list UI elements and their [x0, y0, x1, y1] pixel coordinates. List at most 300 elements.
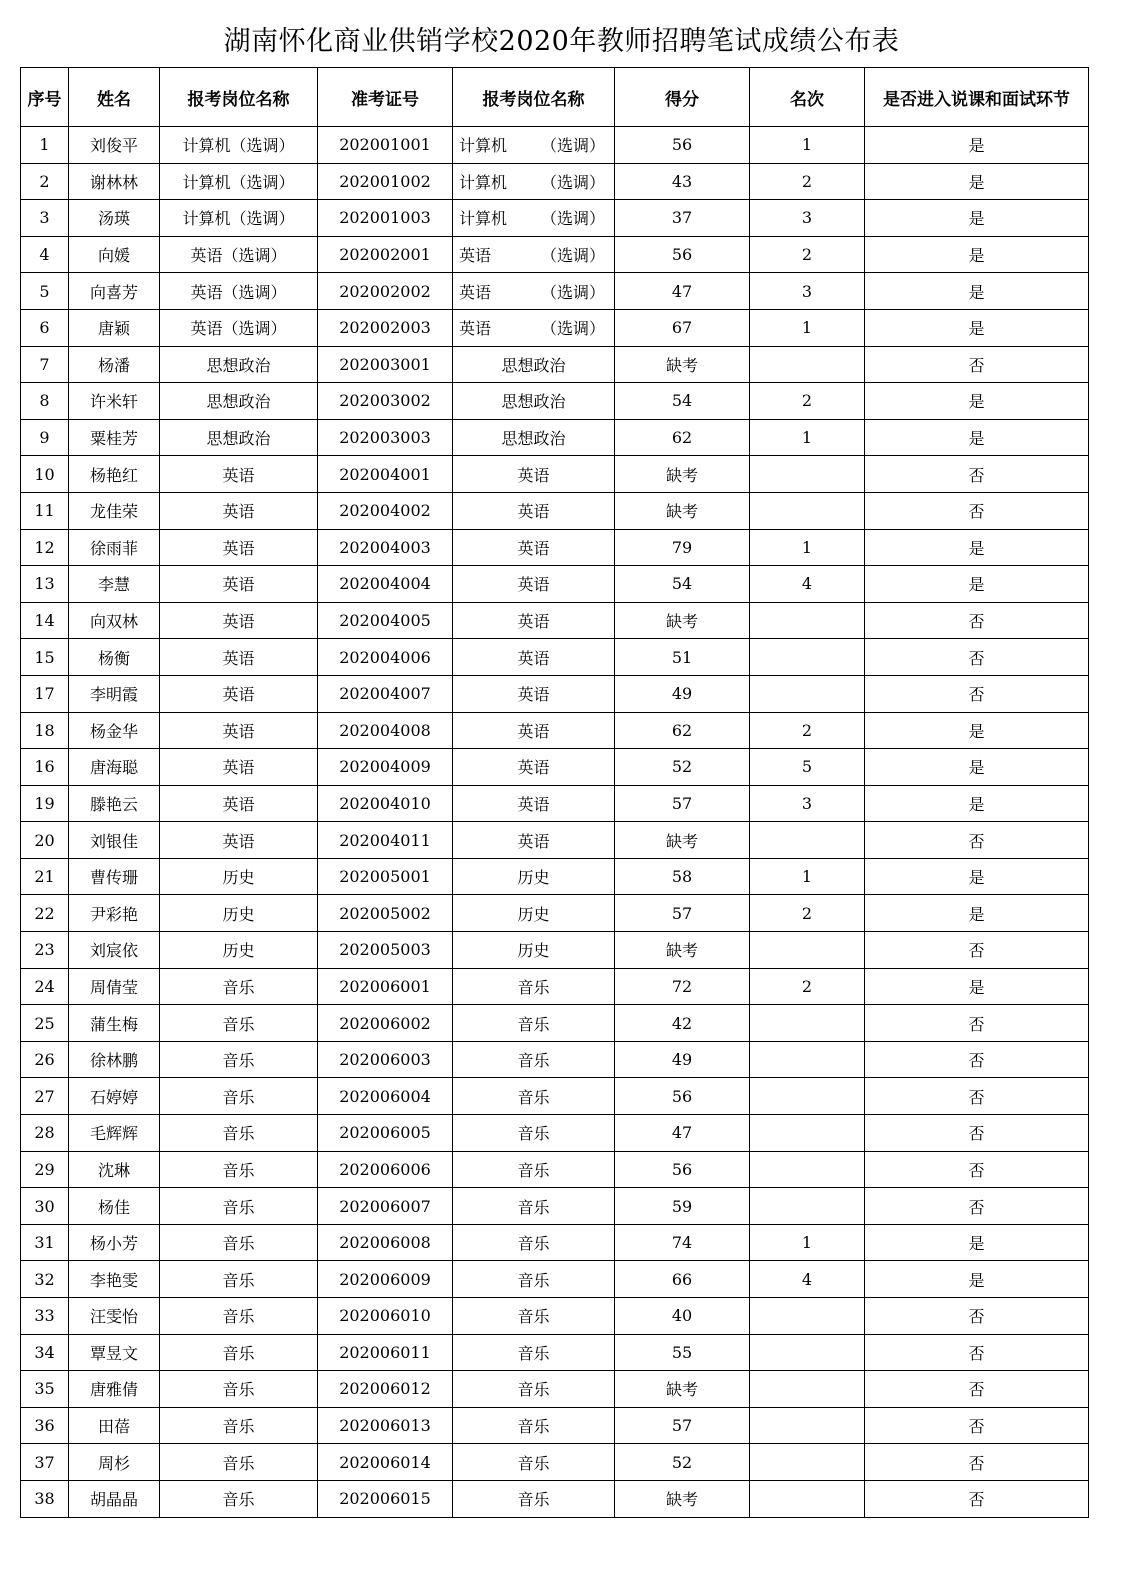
cell-post-2: [453, 1005, 615, 1042]
table-row: [21, 529, 1089, 566]
cell-score: 缺考: [615, 1371, 750, 1408]
table-row: [21, 932, 1089, 969]
cell-rank: [750, 1371, 865, 1408]
cell-post: 计算机（选调）: [160, 200, 318, 237]
cell-no: 13: [21, 566, 69, 603]
cell-post-2-note: （选调）: [541, 172, 606, 192]
cell-post: 英语: [160, 822, 318, 859]
cell-rank: [750, 1334, 865, 1371]
cell-post-2-note: （选调）: [541, 246, 606, 266]
cell-pass: 否: [865, 822, 1089, 859]
cell-post: 音乐: [160, 1407, 318, 1444]
cell-post-2-name: 音乐: [517, 1453, 550, 1473]
cell-post-2-name: 历史: [517, 868, 550, 888]
cell-post-2: [453, 492, 615, 529]
cell-name: 杨金华: [69, 712, 160, 749]
cell-no: 18: [21, 712, 69, 749]
cell-post-2: [453, 1151, 615, 1188]
cell-post-2-note: （选调）: [541, 319, 606, 339]
cell-ticket: 202006012: [318, 1371, 453, 1408]
cell-pass: 是: [865, 858, 1089, 895]
cell-post: 音乐: [160, 1188, 318, 1225]
cell-post: 音乐: [160, 1480, 318, 1517]
cell-post-2: [453, 1188, 615, 1225]
cell-post-2-name: 音乐: [517, 1490, 550, 1510]
cell-post: 音乐: [160, 1224, 318, 1261]
table-row: [21, 419, 1089, 456]
cell-no: 31: [21, 1224, 69, 1261]
cell-score: 缺考: [615, 602, 750, 639]
cell-post-2: [453, 968, 615, 1005]
cell-score: 37: [615, 200, 750, 237]
cell-rank: 1: [750, 858, 865, 895]
cell-post: 音乐: [160, 1261, 318, 1298]
cell-post-2-name: 音乐: [517, 1014, 550, 1034]
cell-ticket: 202005003: [318, 932, 453, 969]
cell-name: 向媛: [69, 236, 160, 273]
cell-ticket: 202006002: [318, 1005, 453, 1042]
cell-name: 李艳雯: [69, 1261, 160, 1298]
cell-rank: 2: [750, 236, 865, 273]
cell-ticket: 202003003: [318, 419, 453, 456]
table-row: [21, 895, 1089, 932]
cell-post-2-name: 英语: [459, 282, 492, 302]
cell-post-2: [453, 675, 615, 712]
cell-ticket: 202003002: [318, 383, 453, 420]
cell-rank: [750, 1005, 865, 1042]
cell-score: 52: [615, 1444, 750, 1481]
table-row: [21, 383, 1089, 420]
cell-post-2-name: 音乐: [517, 1234, 550, 1254]
cell-pass: 是: [865, 1224, 1089, 1261]
cell-post-2: [453, 1407, 615, 1444]
cell-post-2: [453, 236, 615, 273]
cell-ticket: 202004004: [318, 566, 453, 603]
cell-score: 缺考: [615, 456, 750, 493]
cell-post-2-name: 英语: [459, 319, 492, 339]
header-ticket: 准考证号: [318, 68, 453, 127]
cell-post-2: [453, 1078, 615, 1115]
cell-post-2: [453, 309, 615, 346]
cell-pass: 否: [865, 1115, 1089, 1152]
cell-post-2: [453, 566, 615, 603]
cell-no: 36: [21, 1407, 69, 1444]
cell-rank: [750, 675, 865, 712]
cell-post-2-name: 英语: [517, 575, 550, 595]
table-row: [21, 1444, 1089, 1481]
cell-score: 79: [615, 529, 750, 566]
cell-pass: 是: [865, 200, 1089, 237]
cell-post-2-name: 英语: [517, 758, 550, 778]
cell-pass: 是: [865, 419, 1089, 456]
cell-ticket: 202004011: [318, 822, 453, 859]
table-row: [21, 492, 1089, 529]
cell-ticket: 202006001: [318, 968, 453, 1005]
cell-name: 沈琳: [69, 1151, 160, 1188]
cell-post-2: [453, 858, 615, 895]
table-row: [21, 1261, 1089, 1298]
cell-name: 胡晶晶: [69, 1480, 160, 1517]
cell-no: 8: [21, 383, 69, 420]
cell-post-2-name: 音乐: [517, 1307, 550, 1327]
cell-post-2: [453, 602, 615, 639]
cell-no: 4: [21, 236, 69, 273]
cell-name: 滕艳云: [69, 785, 160, 822]
table-row: [21, 346, 1089, 383]
cell-pass: 否: [865, 1188, 1089, 1225]
cell-name: 李慧: [69, 566, 160, 603]
cell-post-2-note: （选调）: [541, 136, 606, 156]
cell-pass: 是: [865, 529, 1089, 566]
table-row: [21, 1151, 1089, 1188]
table-row: [21, 1188, 1089, 1225]
cell-name: 石婷婷: [69, 1078, 160, 1115]
header-post-2: 报考岗位名称: [453, 68, 615, 127]
cell-post: 英语: [160, 602, 318, 639]
cell-post: 英语: [160, 456, 318, 493]
cell-post-2: [453, 639, 615, 676]
cell-rank: [750, 1115, 865, 1152]
cell-post-2: [453, 273, 615, 310]
cell-no: 34: [21, 1334, 69, 1371]
cell-rank: [750, 492, 865, 529]
cell-name: 曹传珊: [69, 858, 160, 895]
table-body: [21, 127, 1089, 1518]
cell-rank: [750, 1041, 865, 1078]
cell-post-2-name: 音乐: [517, 1380, 550, 1400]
cell-name: 许米轩: [69, 383, 160, 420]
cell-score: 56: [615, 236, 750, 273]
cell-post-2-name: 历史: [517, 941, 550, 961]
cell-score: 57: [615, 785, 750, 822]
table-row: [21, 1078, 1089, 1115]
cell-rank: 1: [750, 529, 865, 566]
cell-score: 43: [615, 163, 750, 200]
cell-score: 49: [615, 675, 750, 712]
cell-pass: 否: [865, 1041, 1089, 1078]
table-row: [21, 309, 1089, 346]
cell-post: 英语: [160, 566, 318, 603]
cell-ticket: 202006011: [318, 1334, 453, 1371]
cell-score: 56: [615, 127, 750, 164]
table-row: [21, 200, 1089, 237]
cell-pass: 否: [865, 456, 1089, 493]
cell-name: 刘俊平: [69, 127, 160, 164]
cell-name: 尹彩艳: [69, 895, 160, 932]
cell-ticket: 202001003: [318, 200, 453, 237]
cell-name: 向双林: [69, 602, 160, 639]
cell-no: 27: [21, 1078, 69, 1115]
cell-pass: 是: [865, 309, 1089, 346]
cell-score: 54: [615, 566, 750, 603]
cell-ticket: 202006009: [318, 1261, 453, 1298]
cell-post-2: [453, 127, 615, 164]
cell-score: 缺考: [615, 492, 750, 529]
cell-score: 58: [615, 858, 750, 895]
cell-no: 19: [21, 785, 69, 822]
cell-post: 计算机（选调）: [160, 163, 318, 200]
cell-ticket: 202004001: [318, 456, 453, 493]
cell-score: 66: [615, 1261, 750, 1298]
cell-post-2-name: 音乐: [517, 1270, 550, 1290]
table-row: [21, 273, 1089, 310]
cell-post-2: [453, 1261, 615, 1298]
cell-post: 英语（选调）: [160, 236, 318, 273]
cell-ticket: 202006004: [318, 1078, 453, 1115]
cell-score: 42: [615, 1005, 750, 1042]
cell-post-2-name: 英语: [517, 831, 550, 851]
cell-post-2-name: 英语: [459, 246, 492, 266]
cell-name: 汤瑛: [69, 200, 160, 237]
cell-post-2-name: 思想政治: [501, 392, 566, 412]
cell-post: 音乐: [160, 1005, 318, 1042]
cell-post-2-name: 英语: [517, 794, 550, 814]
cell-pass: 否: [865, 1078, 1089, 1115]
cell-rank: [750, 602, 865, 639]
cell-post: 音乐: [160, 1115, 318, 1152]
table-row: [21, 127, 1089, 164]
cell-pass: 否: [865, 675, 1089, 712]
cell-post: 音乐: [160, 1298, 318, 1335]
cell-score: 72: [615, 968, 750, 1005]
cell-post-2: [453, 529, 615, 566]
cell-post-2: [453, 163, 615, 200]
table-row: [21, 968, 1089, 1005]
cell-ticket: 202006013: [318, 1407, 453, 1444]
cell-ticket: 202004009: [318, 749, 453, 786]
cell-no: 16: [21, 749, 69, 786]
cell-no: 22: [21, 895, 69, 932]
table-row: [21, 785, 1089, 822]
cell-no: 17: [21, 675, 69, 712]
cell-ticket: 202002003: [318, 309, 453, 346]
cell-score: 56: [615, 1078, 750, 1115]
cell-rank: 3: [750, 200, 865, 237]
cell-pass: 是: [865, 1261, 1089, 1298]
cell-ticket: 202001001: [318, 127, 453, 164]
cell-rank: [750, 456, 865, 493]
cell-pass: 否: [865, 1444, 1089, 1481]
cell-post-2-name: 音乐: [517, 1124, 550, 1144]
cell-pass: 否: [865, 346, 1089, 383]
cell-post-2: [453, 1480, 615, 1517]
cell-score: 67: [615, 309, 750, 346]
cell-pass: 是: [865, 273, 1089, 310]
cell-post: 英语: [160, 749, 318, 786]
cell-rank: [750, 1407, 865, 1444]
cell-ticket: 202004007: [318, 675, 453, 712]
cell-no: 24: [21, 968, 69, 1005]
cell-post-2-name: 英语: [517, 465, 550, 485]
cell-ticket: 202004010: [318, 785, 453, 822]
cell-post-2-name: 英语: [517, 502, 550, 522]
cell-post-2-name: 历史: [517, 904, 550, 924]
cell-rank: 5: [750, 749, 865, 786]
cell-ticket: 202004003: [318, 529, 453, 566]
cell-ticket: 202004005: [318, 602, 453, 639]
cell-rank: [750, 932, 865, 969]
cell-rank: 2: [750, 163, 865, 200]
cell-post-2-name: 音乐: [517, 1087, 550, 1107]
cell-score: 57: [615, 895, 750, 932]
cell-pass: 是: [865, 127, 1089, 164]
cell-name: 李明霞: [69, 675, 160, 712]
cell-post-2: [453, 822, 615, 859]
cell-ticket: 202002002: [318, 273, 453, 310]
cell-post: 英语（选调）: [160, 309, 318, 346]
header-pass: 是否进入说课和面试环节: [865, 68, 1089, 127]
cell-score: 74: [615, 1224, 750, 1261]
cell-post-2-name: 英语: [517, 538, 550, 558]
cell-rank: [750, 1151, 865, 1188]
cell-post: 思想政治: [160, 383, 318, 420]
cell-post-2: [453, 1224, 615, 1261]
table-row: [21, 1334, 1089, 1371]
cell-ticket: 202006015: [318, 1480, 453, 1517]
cell-rank: 2: [750, 383, 865, 420]
cell-score: 40: [615, 1298, 750, 1335]
cell-post-2: [453, 1371, 615, 1408]
cell-no: 25: [21, 1005, 69, 1042]
cell-no: 26: [21, 1041, 69, 1078]
table-row: [21, 1298, 1089, 1335]
table-row: [21, 712, 1089, 749]
cell-score: 49: [615, 1041, 750, 1078]
cell-post-2-name: 计算机: [459, 209, 508, 229]
cell-score: 51: [615, 639, 750, 676]
cell-name: 蒲生梅: [69, 1005, 160, 1042]
cell-post: 思想政治: [160, 346, 318, 383]
cell-no: 29: [21, 1151, 69, 1188]
cell-name: 杨艳红: [69, 456, 160, 493]
cell-post: 历史: [160, 858, 318, 895]
cell-rank: [750, 822, 865, 859]
cell-rank: [750, 1444, 865, 1481]
cell-post-2: [453, 1115, 615, 1152]
cell-post-2: [453, 749, 615, 786]
cell-post: 音乐: [160, 1151, 318, 1188]
cell-pass: 是: [865, 236, 1089, 273]
cell-post-2-note: （选调）: [541, 282, 606, 302]
header-name: 姓名: [69, 68, 160, 127]
cell-pass: 否: [865, 492, 1089, 529]
cell-post: 英语: [160, 492, 318, 529]
cell-post: 思想政治: [160, 419, 318, 456]
cell-name: 唐颖: [69, 309, 160, 346]
cell-name: 毛辉辉: [69, 1115, 160, 1152]
cell-ticket: 202006003: [318, 1041, 453, 1078]
table-row: [21, 749, 1089, 786]
cell-post-2: [453, 419, 615, 456]
cell-no: 32: [21, 1261, 69, 1298]
cell-no: 30: [21, 1188, 69, 1225]
cell-score: 缺考: [615, 822, 750, 859]
cell-rank: 2: [750, 895, 865, 932]
cell-pass: 否: [865, 1334, 1089, 1371]
cell-rank: 2: [750, 968, 865, 1005]
cell-post: 音乐: [160, 1078, 318, 1115]
cell-post: 英语: [160, 675, 318, 712]
cell-post-2: [453, 346, 615, 383]
cell-ticket: 202005001: [318, 858, 453, 895]
cell-ticket: 202002001: [318, 236, 453, 273]
cell-post-2-name: 音乐: [517, 977, 550, 997]
cell-post-2-name: 英语: [517, 612, 550, 632]
cell-rank: [750, 1480, 865, 1517]
cell-name: 田蓓: [69, 1407, 160, 1444]
cell-post: 英语: [160, 785, 318, 822]
cell-no: 9: [21, 419, 69, 456]
cell-post: 英语: [160, 529, 318, 566]
cell-no: 5: [21, 273, 69, 310]
cell-pass: 否: [865, 1151, 1089, 1188]
cell-post-2-name: 音乐: [517, 1051, 550, 1071]
page-title: 湖南怀化商业供销学校2020年教师招聘笔试成绩公布表: [223, 26, 900, 57]
cell-no: 20: [21, 822, 69, 859]
cell-score: 57: [615, 1407, 750, 1444]
cell-no: 28: [21, 1115, 69, 1152]
cell-no: 14: [21, 602, 69, 639]
cell-ticket: 202004006: [318, 639, 453, 676]
cell-ticket: 202006010: [318, 1298, 453, 1335]
cell-name: 覃昱文: [69, 1334, 160, 1371]
cell-pass: 是: [865, 749, 1089, 786]
cell-post-2: [453, 1041, 615, 1078]
table-row: [21, 1371, 1089, 1408]
cell-rank: 1: [750, 419, 865, 456]
cell-post-2: [453, 1444, 615, 1481]
cell-post-2: [453, 383, 615, 420]
cell-post-2-name: 音乐: [517, 1417, 550, 1437]
cell-ticket: 202004008: [318, 712, 453, 749]
cell-name: 粟桂芳: [69, 419, 160, 456]
cell-no: 1: [21, 127, 69, 164]
cell-post: 音乐: [160, 1444, 318, 1481]
cell-post: 计算机（选调）: [160, 127, 318, 164]
cell-score: 缺考: [615, 932, 750, 969]
cell-post-2-note: （选调）: [541, 209, 606, 229]
cell-pass: 否: [865, 1480, 1089, 1517]
cell-score: 62: [615, 712, 750, 749]
cell-pass: 是: [865, 785, 1089, 822]
cell-pass: 否: [865, 1298, 1089, 1335]
cell-rank: 1: [750, 1224, 865, 1261]
cell-post: 音乐: [160, 1371, 318, 1408]
table-row: [21, 858, 1089, 895]
cell-no: 10: [21, 456, 69, 493]
cell-score: 47: [615, 1115, 750, 1152]
cell-no: 3: [21, 200, 69, 237]
cell-post-2-name: 英语: [517, 721, 550, 741]
cell-name: 刘银佳: [69, 822, 160, 859]
table-header-row: [21, 68, 1089, 127]
table-row: [21, 1115, 1089, 1152]
table-row: [21, 236, 1089, 273]
cell-name: 汪雯怡: [69, 1298, 160, 1335]
cell-post-2-name: 英语: [517, 648, 550, 668]
header-rank: 名次: [750, 68, 865, 127]
cell-post-2: [453, 456, 615, 493]
cell-score: 59: [615, 1188, 750, 1225]
cell-name: 杨潘: [69, 346, 160, 383]
cell-no: 12: [21, 529, 69, 566]
cell-rank: 4: [750, 1261, 865, 1298]
cell-name: 杨小芳: [69, 1224, 160, 1261]
cell-rank: 3: [750, 785, 865, 822]
cell-name: 徐雨菲: [69, 529, 160, 566]
cell-name: 向喜芳: [69, 273, 160, 310]
cell-no: 33: [21, 1298, 69, 1335]
